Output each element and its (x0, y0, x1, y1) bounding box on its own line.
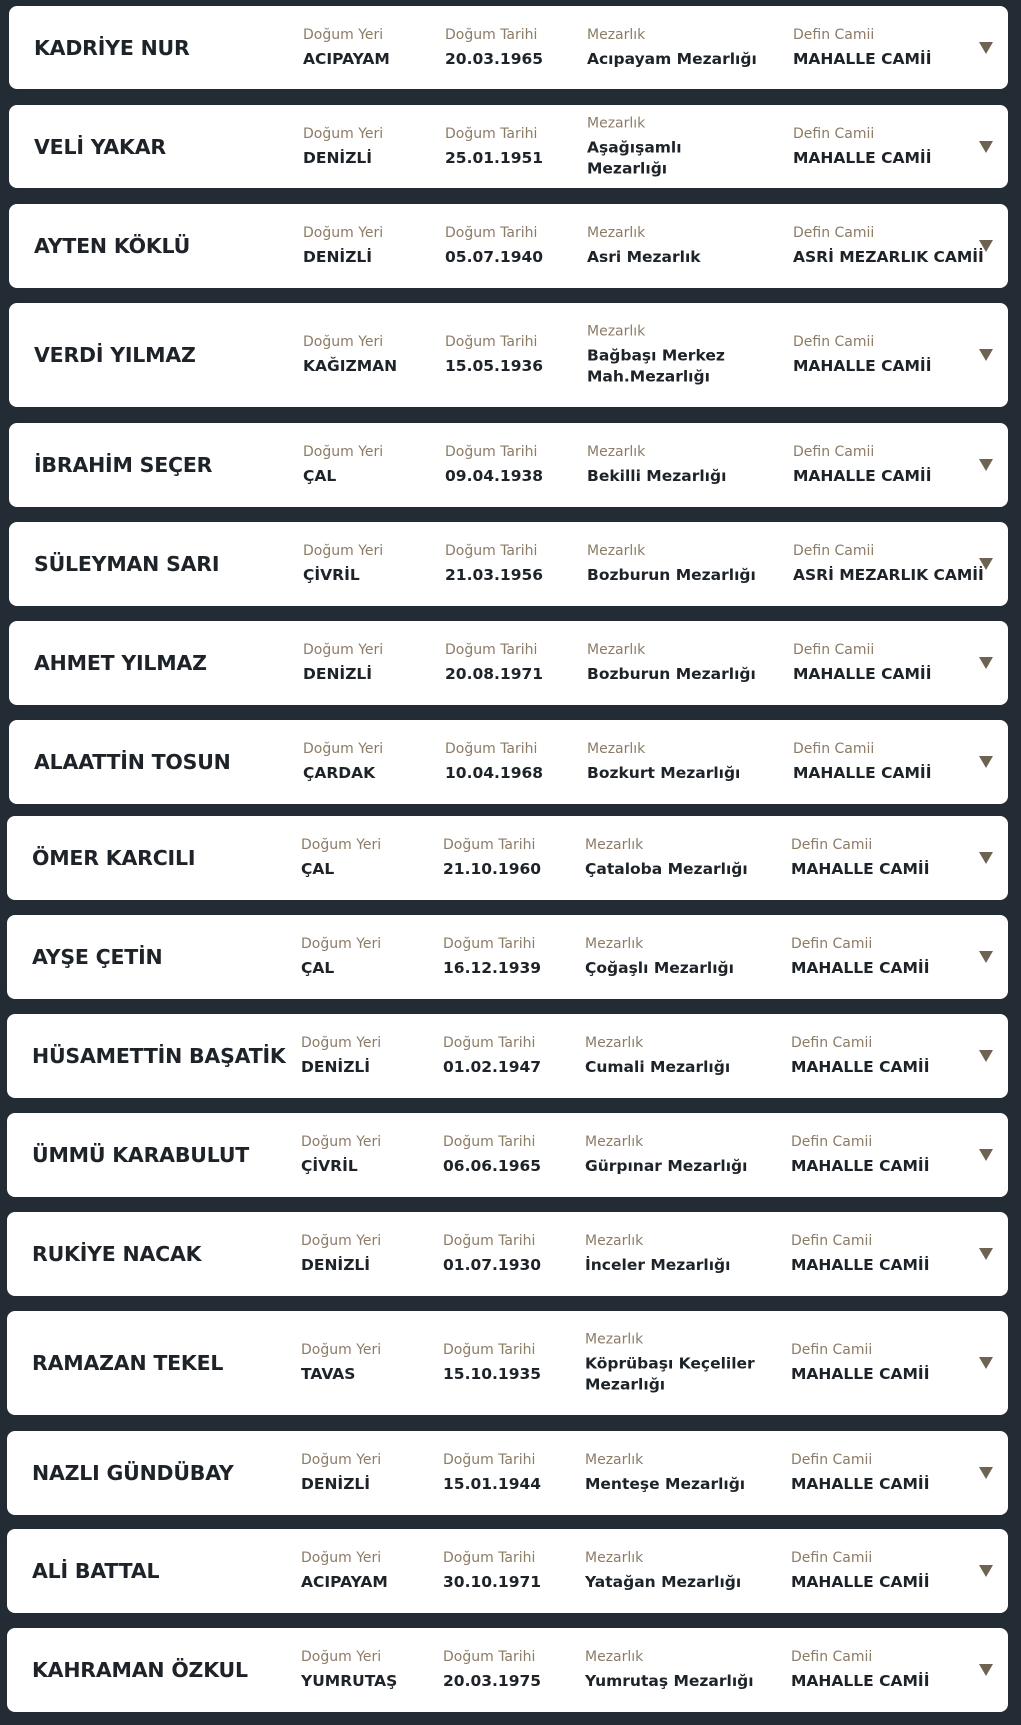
cemetery-field (587, 323, 762, 388)
cemetery-label: Mezarlık (587, 741, 646, 757)
record-row[interactable] (9, 6, 1008, 89)
cemetery-label: Mezarlık (585, 1649, 644, 1665)
mosque-value: MAHALLE CAMİİ (793, 665, 932, 683)
cemetery-label: Mezarlık (585, 1233, 644, 1249)
birthdate-field (445, 26, 543, 70)
cemetery-value: Çoğaşlı Mezarlığı (585, 959, 734, 977)
birthplace-value: DENİZLİ (303, 148, 373, 167)
mosque-label: Defin Camii (793, 543, 875, 559)
birthplace-field (301, 935, 381, 979)
cemetery-label: Mezarlık (585, 1331, 644, 1348)
mosque-value: MAHALLE CAMİİ (791, 1365, 930, 1383)
deceased-name: VERDİ YILMAZ (34, 343, 196, 367)
cemetery-label: Mezarlık (587, 444, 646, 460)
chevron-down-icon[interactable] (979, 1149, 993, 1161)
deceased-name: AYŞE ÇETİN (32, 945, 163, 969)
cemetery-field (585, 1331, 760, 1396)
cemetery-field (587, 224, 762, 268)
cemetery-field (587, 26, 762, 70)
birthdate-value: 20.08.1971 (445, 665, 544, 683)
birthplace-field (301, 836, 381, 880)
chevron-down-icon[interactable] (979, 1357, 993, 1369)
birthplace-field (301, 1648, 397, 1692)
record-row[interactable] (7, 1311, 1008, 1415)
birthplace-value: DENİZLİ (303, 248, 373, 266)
cemetery-field (585, 836, 760, 880)
mosque-label: Defin Camii (793, 334, 875, 350)
cemetery-label: Mezarlık (585, 1134, 644, 1150)
cemetery-label: Mezarlık (585, 1452, 644, 1468)
birthdate-field (443, 935, 541, 979)
mosque-label: Defin Camii (793, 26, 875, 43)
mosque-label: Defin Camii (791, 1649, 873, 1665)
birthplace-label: Doğum Yeri (303, 225, 384, 241)
mosque-value: MAHALLE CAMİİ (793, 49, 932, 68)
cemetery-label: Mezarlık (585, 936, 644, 952)
cemetery-value: Bozburun Mezarlığı (587, 665, 756, 683)
birthdate-field (443, 1232, 541, 1276)
cemetery-value: Bozburun Mezarlığı (587, 566, 756, 584)
cemetery-value: Menteşe Mezarlığı (585, 1475, 746, 1493)
birthdate-field (443, 1133, 541, 1177)
deceased-name: ALİ BATTAL (32, 1559, 160, 1583)
chevron-down-icon[interactable] (979, 1664, 993, 1676)
deceased-name: ÖMER KARCILI (32, 846, 196, 870)
mosque-field (791, 1549, 929, 1593)
cemetery-value: Acıpayam Mezarlığı (587, 49, 757, 68)
birthplace-field (303, 224, 383, 268)
cemetery-value: Gürpınar Mezarlığı (585, 1157, 748, 1175)
record-row[interactable] (9, 303, 1008, 407)
birthdate-value: 05.07.1940 (445, 248, 544, 266)
cemetery-field (585, 935, 760, 979)
mosque-label: Defin Camii (791, 1342, 873, 1358)
deceased-name: RUKİYE NACAK (32, 1242, 202, 1266)
birthplace-field (303, 443, 383, 487)
mosque-label: Defin Camii (793, 741, 875, 757)
birthplace-field (303, 26, 390, 70)
birthdate-value: 25.01.1951 (445, 148, 544, 167)
birthdate-value: 15.05.1936 (445, 357, 544, 375)
mosque-field (791, 1232, 929, 1276)
birthdate-value: 01.02.1947 (443, 1058, 542, 1076)
mosque-field (793, 26, 931, 70)
birthdate-label: Doğum Tarihi (443, 1342, 536, 1358)
birthdate-label: Doğum Tarihi (443, 837, 536, 853)
birthdate-label: Doğum Tarihi (443, 1452, 536, 1468)
record-row[interactable] (7, 816, 1008, 900)
deceased-name: KADRİYE NUR (34, 35, 190, 60)
birthdate-field (443, 1451, 541, 1495)
birthplace-label: Doğum Yeri (303, 334, 384, 350)
mosque-field (791, 1341, 929, 1385)
chevron-down-icon[interactable] (979, 657, 993, 669)
mosque-field (793, 542, 984, 586)
birthdate-value: 20.03.1975 (443, 1672, 542, 1690)
birthdate-label: Doğum Tarihi (443, 1550, 536, 1566)
birthdate-label: Doğum Tarihi (445, 444, 538, 460)
cemetery-field (585, 1648, 760, 1692)
cemetery-field (585, 1549, 760, 1593)
deceased-name: RAMAZAN TEKEL (32, 1351, 224, 1375)
cemetery-label: Mezarlık (585, 837, 644, 853)
birthdate-value: 15.10.1935 (443, 1365, 542, 1383)
birthplace-label: Doğum Yeri (301, 1035, 382, 1051)
birthplace-value: DENİZLİ (303, 665, 373, 683)
mosque-label: Defin Camii (791, 1035, 873, 1051)
birthplace-label: Doğum Yeri (301, 1342, 382, 1358)
chevron-down-icon[interactable] (979, 1050, 993, 1062)
birthplace-field (301, 1133, 381, 1177)
chevron-down-icon[interactable] (979, 756, 993, 768)
mosque-field (791, 1133, 929, 1177)
birthplace-label: Doğum Yeri (301, 1134, 382, 1150)
mosque-label: Defin Camii (791, 936, 873, 952)
mosque-label: Defin Camii (791, 1233, 873, 1249)
birthplace-value: ÇAL (301, 860, 335, 878)
record-row[interactable] (9, 105, 1008, 188)
birthplace-field (301, 1451, 381, 1495)
deceased-name: SÜLEYMAN SARI (34, 552, 220, 576)
mosque-label: Defin Camii (793, 125, 875, 142)
record-row[interactable] (9, 522, 1008, 606)
birthdate-value: 20.03.1965 (445, 49, 544, 68)
birthdate-value: 10.04.1968 (445, 764, 544, 782)
cemetery-value: Asri Mezarlık (587, 248, 701, 266)
cemetery-value: Bağbaşı Merkez Mah.Mezarlığı (587, 346, 725, 386)
cemetery-label: Mezarlık (587, 323, 646, 340)
birthdate-value: 09.04.1938 (445, 467, 544, 485)
birthplace-value: ÇİVRİL (303, 566, 360, 584)
mosque-label: Defin Camii (793, 225, 875, 241)
deceased-name: AHMET YILMAZ (34, 651, 207, 675)
cemetery-label: Mezarlık (587, 225, 646, 241)
deceased-name: NAZLI GÜNDÜBAY (32, 1461, 234, 1485)
birthdate-label: Doğum Tarihi (445, 741, 538, 757)
deceased-name: ÜMMÜ KARABULUT (32, 1143, 250, 1167)
birthdate-label: Doğum Tarihi (445, 642, 538, 658)
mosque-field (793, 125, 931, 169)
chevron-down-icon[interactable] (979, 1565, 993, 1577)
birthdate-value: 21.03.1956 (445, 566, 544, 584)
cemetery-label: Mezarlık (587, 642, 646, 658)
mosque-value: MAHALLE CAMİİ (791, 1157, 930, 1175)
birthplace-field (303, 641, 383, 685)
mosque-value: MAHALLE CAMİİ (791, 1672, 930, 1690)
cemetery-value: Yatağan Mezarlığı (585, 1573, 742, 1591)
birthdate-label: Doğum Tarihi (445, 225, 538, 241)
birthdate-label: Doğum Tarihi (445, 125, 538, 142)
mosque-label: Defin Camii (791, 837, 873, 853)
chevron-down-icon[interactable] (979, 558, 993, 570)
record-row[interactable] (7, 1628, 1008, 1712)
birthplace-field (301, 1034, 381, 1078)
mosque-field (793, 333, 931, 377)
deceased-name: HÜSAMETTİN BAŞATİK (32, 1044, 286, 1068)
chevron-down-icon[interactable] (979, 349, 993, 361)
cemetery-value: Cumali Mezarlığı (585, 1058, 731, 1076)
deceased-name: VELİ YAKAR (34, 134, 166, 159)
deceased-name: AYTEN KÖKLÜ (34, 234, 191, 258)
birthplace-value: ÇİVRİL (301, 1157, 358, 1175)
cemetery-value: Aşağışamlı Mezarlığı (587, 138, 682, 177)
birthplace-field (301, 1232, 381, 1276)
cemetery-field (585, 1232, 760, 1276)
chevron-down-icon[interactable] (979, 1467, 993, 1479)
cemetery-label: Mezarlık (587, 26, 646, 43)
mosque-value: MAHALLE CAMİİ (791, 1475, 930, 1493)
birthdate-value: 21.10.1960 (443, 860, 542, 878)
birthplace-label: Doğum Yeri (303, 125, 384, 142)
mosque-field (791, 836, 929, 880)
mosque-label: Defin Camii (791, 1550, 873, 1566)
deceased-name: KAHRAMAN ÖZKUL (32, 1658, 248, 1682)
birthplace-value: ACIPAYAM (301, 1573, 388, 1591)
cemetery-field (585, 1133, 760, 1177)
birthplace-label: Doğum Yeri (303, 26, 384, 43)
chevron-down-icon[interactable] (979, 240, 993, 252)
birthdate-label: Doğum Tarihi (445, 334, 538, 350)
mosque-field (793, 443, 931, 487)
birthdate-field (445, 224, 543, 268)
cemetery-field (585, 1034, 760, 1078)
mosque-value: MAHALLE CAMİİ (791, 860, 930, 878)
cemetery-field (587, 641, 762, 685)
mosque-label: Defin Camii (793, 642, 875, 658)
mosque-label: Defin Camii (791, 1452, 873, 1468)
birthplace-label: Doğum Yeri (301, 837, 382, 853)
mosque-value: MAHALLE CAMİİ (793, 467, 932, 485)
deceased-name: İBRAHİM SEÇER (34, 453, 213, 477)
mosque-field (791, 935, 929, 979)
birthdate-value: 01.07.1930 (443, 1256, 542, 1274)
cemetery-value: Yumrutaş Mezarlığı (585, 1672, 754, 1690)
birthplace-label: Doğum Yeri (301, 1452, 382, 1468)
birthdate-label: Doğum Tarihi (443, 1233, 536, 1249)
birthdate-label: Doğum Tarihi (443, 1134, 536, 1150)
record-row[interactable] (7, 1212, 1008, 1296)
record-row[interactable] (9, 423, 1008, 507)
birthdate-value: 30.10.1971 (443, 1573, 542, 1591)
birthdate-field (445, 443, 543, 487)
birthplace-field (303, 740, 383, 784)
birthplace-label: Doğum Yeri (301, 936, 382, 952)
birthdate-label: Doğum Tarihi (443, 1649, 536, 1665)
record-row[interactable] (9, 621, 1008, 705)
mosque-value: MAHALLE CAMİİ (793, 357, 932, 375)
cemetery-field (587, 740, 762, 784)
birthdate-label: Doğum Tarihi (443, 936, 536, 952)
birthdate-field (445, 641, 543, 685)
birthplace-value: DENİZLİ (301, 1058, 371, 1076)
birthplace-value: DENİZLİ (301, 1256, 371, 1274)
record-row[interactable] (7, 1113, 1008, 1197)
birthplace-label: Doğum Yeri (303, 543, 384, 559)
cemetery-field (587, 114, 762, 179)
mosque-field (793, 740, 931, 784)
record-row[interactable] (7, 1014, 1008, 1098)
mosque-value: ASRİ MEZARLIK CAMİİ (793, 248, 984, 266)
deceased-name: ALAATTİN TOSUN (34, 750, 231, 774)
birthdate-field (445, 333, 543, 377)
birthdate-label: Doğum Tarihi (445, 543, 538, 559)
birthdate-field (443, 1034, 541, 1078)
mosque-field (791, 1034, 929, 1078)
birthplace-value: ACIPAYAM (303, 49, 390, 68)
birthplace-field (303, 125, 383, 169)
birthplace-label: Doğum Yeri (303, 642, 384, 658)
birthplace-value: DENİZLİ (301, 1475, 371, 1493)
birthplace-value: KAĞIZMAN (303, 357, 398, 375)
birthplace-field (303, 333, 397, 377)
mosque-value: MAHALLE CAMİİ (793, 764, 932, 782)
birthdate-value: 15.01.1944 (443, 1475, 542, 1493)
birthplace-value: ÇARDAK (303, 764, 376, 782)
mosque-value: MAHALLE CAMİİ (791, 1573, 930, 1591)
birthplace-label: Doğum Yeri (301, 1649, 382, 1665)
birthdate-value: 16.12.1939 (443, 959, 542, 977)
cemetery-value: İnceler Mezarlığı (585, 1256, 731, 1274)
chevron-down-icon[interactable] (979, 951, 993, 963)
birthdate-field (443, 1549, 541, 1593)
mosque-value: MAHALLE CAMİİ (791, 959, 930, 977)
birthplace-label: Doğum Yeri (303, 741, 384, 757)
birthdate-field (443, 836, 541, 880)
birthplace-value: YUMRUTAŞ (301, 1672, 398, 1690)
record-row[interactable] (9, 204, 1008, 288)
birthplace-field (301, 1341, 381, 1385)
mosque-value: MAHALLE CAMİİ (791, 1058, 930, 1076)
cemetery-field (587, 542, 762, 586)
chevron-down-icon[interactable] (979, 852, 993, 864)
mosque-field (791, 1648, 929, 1692)
cemetery-value: Köprübaşı Keçeliler Mezarlığı (585, 1354, 755, 1394)
cemetery-label: Mezarlık (585, 1550, 644, 1566)
mosque-field (793, 641, 931, 685)
birthplace-field (303, 542, 383, 586)
birthdate-label: Doğum Tarihi (445, 26, 538, 43)
mosque-field (791, 1451, 929, 1495)
mosque-label: Defin Camii (791, 1134, 873, 1150)
birthplace-label: Doğum Yeri (303, 444, 384, 460)
cemetery-value: Bozkurt Mezarlığı (587, 764, 741, 782)
birthplace-label: Doğum Yeri (301, 1233, 382, 1249)
record-row[interactable] (7, 1529, 1008, 1613)
mosque-field (793, 224, 984, 268)
chevron-down-icon[interactable] (979, 459, 993, 471)
chevron-down-icon[interactable] (979, 141, 993, 153)
mosque-value: MAHALLE CAMİİ (791, 1256, 930, 1274)
cemetery-field (585, 1451, 760, 1495)
birthdate-value: 06.06.1965 (443, 1157, 542, 1175)
birthdate-field (443, 1341, 541, 1385)
birthdate-field (445, 740, 543, 784)
birthplace-value: TAVAS (301, 1365, 356, 1383)
birthdate-label: Doğum Tarihi (443, 1035, 536, 1051)
chevron-down-icon[interactable] (979, 1248, 993, 1260)
birthplace-field (301, 1549, 388, 1593)
cemetery-value: Bekilli Mezarlığı (587, 467, 727, 485)
cemetery-label: Mezarlık (587, 543, 646, 559)
cemetery-value: Çataloba Mezarlığı (585, 860, 748, 878)
mosque-value: MAHALLE CAMİİ (793, 148, 932, 167)
birthdate-field (445, 542, 543, 586)
birthplace-label: Doğum Yeri (301, 1550, 382, 1566)
chevron-down-icon[interactable] (979, 42, 993, 54)
cemetery-label: Mezarlık (587, 115, 646, 131)
record-row[interactable] (7, 1431, 1008, 1515)
mosque-label: Defin Camii (793, 444, 875, 460)
record-row[interactable] (7, 915, 1008, 999)
birthdate-field (445, 125, 543, 169)
birthplace-value: ÇAL (301, 959, 335, 977)
cemetery-label: Mezarlık (585, 1035, 644, 1051)
mosque-value: ASRİ MEZARLIK CAMİİ (793, 566, 984, 584)
cemetery-field (587, 443, 762, 487)
birthdate-field (443, 1648, 541, 1692)
birthplace-value: ÇAL (303, 467, 337, 485)
record-row[interactable] (9, 720, 1008, 804)
